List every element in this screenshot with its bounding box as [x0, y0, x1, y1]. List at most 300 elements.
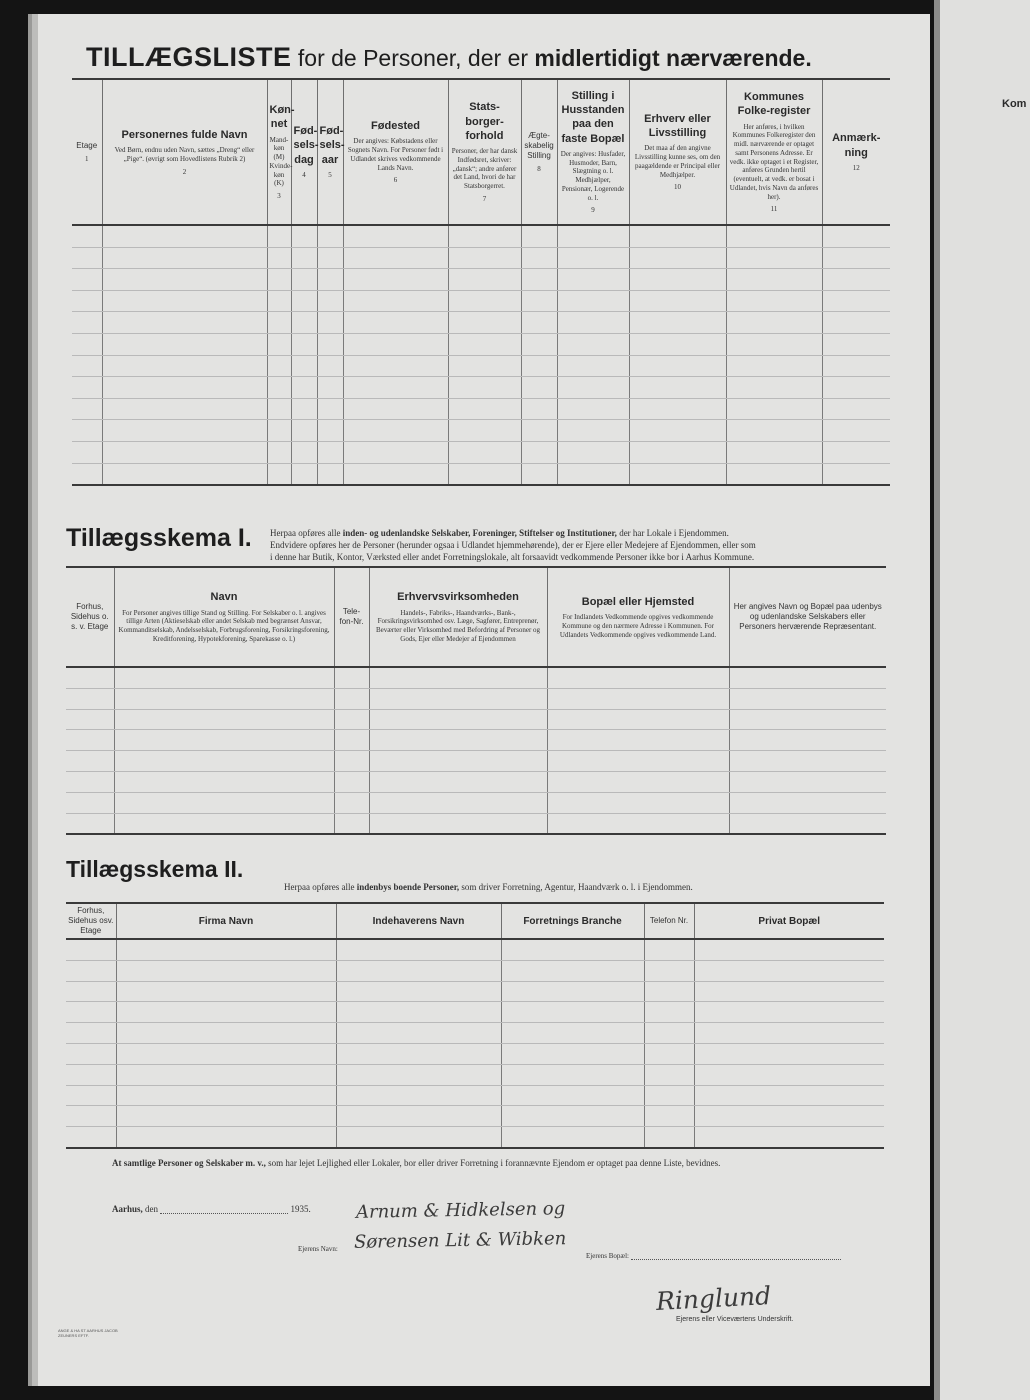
list-cell[interactable] — [629, 225, 726, 247]
skema1-cell[interactable] — [369, 751, 547, 772]
list-header-6 — [343, 79, 448, 225]
list-cell[interactable] — [343, 398, 448, 420]
list-row — [72, 463, 890, 485]
list-header-11 — [726, 79, 822, 225]
list-cell[interactable] — [822, 290, 890, 312]
list-cell[interactable] — [557, 398, 629, 420]
list-header-7 — [448, 79, 521, 225]
list-cell[interactable] — [726, 333, 822, 355]
list-cell[interactable] — [822, 377, 890, 399]
skema2-cell[interactable] — [644, 939, 694, 960]
list-cell[interactable] — [267, 225, 291, 247]
skema1-cell[interactable] — [369, 667, 547, 688]
list-cell[interactable] — [448, 441, 521, 463]
list-column-number: 2 — [182, 167, 187, 176]
list-cell[interactable] — [557, 463, 629, 485]
skema1-cell[interactable] — [729, 730, 886, 751]
skema2-cell[interactable] — [501, 939, 644, 960]
skema1-table — [66, 566, 886, 835]
skema1-cell[interactable] — [114, 792, 334, 813]
list-cell[interactable] — [822, 398, 890, 420]
list-column-number: 7 — [482, 194, 487, 203]
handwritten-owner-line2: Sørensen Lit & Wibken — [353, 1228, 567, 1253]
list-cell[interactable] — [557, 290, 629, 312]
list-cell[interactable] — [629, 463, 726, 485]
list-cell[interactable] — [726, 420, 822, 442]
list-cell[interactable] — [521, 441, 557, 463]
list-cell[interactable] — [317, 463, 343, 485]
list-cell[interactable] — [726, 355, 822, 377]
list-cell[interactable] — [267, 441, 291, 463]
skema2-cell[interactable] — [694, 1002, 884, 1023]
skema2-cell[interactable] — [694, 1064, 884, 1085]
list-cell[interactable] — [291, 225, 317, 247]
list-header-10 — [629, 79, 726, 225]
skema2-cell[interactable] — [66, 1106, 116, 1127]
list-cell[interactable] — [72, 269, 102, 291]
list-cell[interactable] — [102, 420, 267, 442]
list-cell[interactable] — [726, 398, 822, 420]
list-cell[interactable] — [822, 312, 890, 334]
date-field — [160, 1213, 288, 1214]
list-cell[interactable] — [726, 463, 822, 485]
skema1-title: Tillægsskema I. — [66, 524, 252, 552]
skema2-cell[interactable] — [116, 960, 336, 981]
list-cell[interactable] — [822, 333, 890, 355]
list-cell[interactable] — [629, 247, 726, 269]
skema2-cell[interactable] — [501, 1002, 644, 1023]
list-cell[interactable] — [72, 420, 102, 442]
list-cell[interactable] — [291, 355, 317, 377]
skema1-cell[interactable] — [729, 792, 886, 813]
skema2-cell[interactable] — [66, 1002, 116, 1023]
list-cell[interactable] — [72, 247, 102, 269]
list-cell[interactable] — [267, 247, 291, 269]
list-cell[interactable] — [521, 290, 557, 312]
skema2-cell[interactable] — [501, 1043, 644, 1064]
list-cell[interactable] — [448, 225, 521, 247]
skema1-cell[interactable] — [66, 688, 114, 709]
skema2-cell[interactable] — [116, 939, 336, 960]
list-cell[interactable] — [448, 377, 521, 399]
list-row — [72, 333, 890, 355]
skema1-header-note: For Personer angives tillige Stand og Stilling. For Selskaber o. l. angives tillige Arten (Aktieselskab eller andet Selskab med begrænset Ansvar, Kommanditselskab, Andelsselskab, Forbrugsforening, Forsikringsforening, Kreditforening, Hypotekforening, Sparekasse o. l.) — [118, 608, 330, 643]
skema1-cell[interactable] — [729, 667, 886, 688]
skema2-cell[interactable] — [66, 1127, 116, 1148]
skema2-cell[interactable] — [501, 1064, 644, 1085]
skema1-cell[interactable] — [369, 792, 547, 813]
skema1-row — [66, 667, 886, 688]
list-cell[interactable] — [72, 463, 102, 485]
list-cell[interactable] — [557, 312, 629, 334]
list-cell[interactable] — [822, 247, 890, 269]
skema1-cell[interactable] — [729, 751, 886, 772]
list-cell[interactable] — [291, 290, 317, 312]
skema1-cell[interactable] — [729, 771, 886, 792]
skema2-cell[interactable] — [66, 1085, 116, 1106]
list-cell[interactable] — [521, 355, 557, 377]
skema1-cell[interactable] — [729, 688, 886, 709]
list-cell[interactable] — [629, 290, 726, 312]
skema2-cell[interactable] — [644, 1106, 694, 1127]
list-cell[interactable] — [102, 269, 267, 291]
skema1-header-6 — [729, 567, 886, 667]
skema1-header-note: Tele-fon-Nr. — [339, 607, 364, 626]
skema1-cell[interactable] — [369, 771, 547, 792]
skema1-cell[interactable] — [114, 730, 334, 751]
list-cell[interactable] — [102, 247, 267, 269]
skema2-cell[interactable] — [644, 1002, 694, 1023]
list-column-number: 3 — [277, 192, 281, 201]
list-cell[interactable] — [521, 333, 557, 355]
list-cell[interactable] — [822, 463, 890, 485]
list-header-note: Etage — [76, 140, 98, 150]
skema1-row — [66, 709, 886, 730]
list-row — [72, 290, 890, 312]
list-cell[interactable] — [291, 441, 317, 463]
list-cell[interactable] — [72, 333, 102, 355]
skema2-cell[interactable] — [116, 1002, 336, 1023]
skema2-header-3 — [336, 903, 501, 939]
list-cell[interactable] — [557, 441, 629, 463]
list-cell[interactable] — [267, 377, 291, 399]
list-cell[interactable] — [343, 247, 448, 269]
skema2-cell[interactable] — [336, 939, 501, 960]
skema2-cell[interactable] — [116, 1064, 336, 1085]
skema1-cell[interactable] — [547, 709, 729, 730]
list-cell[interactable] — [343, 225, 448, 247]
list-cell[interactable] — [557, 420, 629, 442]
list-cell[interactable] — [629, 441, 726, 463]
list-cell[interactable] — [267, 312, 291, 334]
skema1-cell[interactable] — [114, 688, 334, 709]
list-cell[interactable] — [291, 269, 317, 291]
skema1-cell[interactable] — [547, 688, 729, 709]
list-cell[interactable] — [629, 355, 726, 377]
list-cell[interactable] — [343, 269, 448, 291]
list-cell[interactable] — [317, 312, 343, 334]
list-cell[interactable] — [343, 355, 448, 377]
list-cell[interactable] — [317, 225, 343, 247]
list-cell[interactable] — [267, 269, 291, 291]
list-cell[interactable] — [317, 333, 343, 355]
skema1-cell[interactable] — [114, 667, 334, 688]
skema2-cell[interactable] — [501, 960, 644, 981]
list-header-note: Ved Børn, endnu uden Navn, sættes „Dreng“ eller „Pige“. (øvrigt som Hovedlistens Rubrik 2) — [114, 146, 255, 163]
skema2-row — [66, 960, 884, 981]
skema2-cell[interactable] — [644, 1064, 694, 1085]
skema1-cell[interactable] — [66, 771, 114, 792]
list-cell[interactable] — [726, 269, 822, 291]
owner-address-field — [631, 1259, 841, 1260]
skema1-cell[interactable] — [334, 709, 369, 730]
list-cell[interactable] — [448, 290, 521, 312]
list-cell[interactable] — [72, 312, 102, 334]
list-cell[interactable] — [267, 355, 291, 377]
list-cell[interactable] — [267, 290, 291, 312]
list-cell[interactable] — [317, 355, 343, 377]
skema1-cell[interactable] — [334, 771, 369, 792]
skema2-cell[interactable] — [66, 1023, 116, 1044]
list-cell[interactable] — [317, 377, 343, 399]
list-header-title: Fød-sels-dag — [293, 125, 319, 166]
list-cell[interactable] — [72, 225, 102, 247]
skema1-cell[interactable] — [334, 730, 369, 751]
list-cell[interactable] — [448, 463, 521, 485]
skema1-cell[interactable] — [547, 667, 729, 688]
skema2-cell[interactable] — [66, 1043, 116, 1064]
skema1-cell[interactable] — [334, 688, 369, 709]
skema2-cell[interactable] — [116, 1085, 336, 1106]
skema2-cell[interactable] — [694, 1127, 884, 1148]
skema2-description: Herpaa opføres alle indenbys boende Personer, som driver Forretning, Agentur, Haandværk o. l. i Ejendommen. — [284, 882, 693, 892]
list-cell[interactable] — [102, 290, 267, 312]
skema2-cell[interactable] — [694, 1043, 884, 1064]
list-cell[interactable] — [448, 247, 521, 269]
list-cell[interactable] — [102, 398, 267, 420]
skema2-cell[interactable] — [116, 1023, 336, 1044]
skema1-cell[interactable] — [334, 792, 369, 813]
skema2-cell[interactable] — [501, 1023, 644, 1044]
list-cell[interactable] — [822, 269, 890, 291]
skema1-cell[interactable] — [66, 730, 114, 751]
skema2-cell[interactable] — [116, 981, 336, 1002]
skema1-cell[interactable] — [369, 688, 547, 709]
skema1-cell[interactable] — [547, 771, 729, 792]
skema1-cell[interactable] — [334, 667, 369, 688]
skema1-header-title: Erhvervsvirksomheden — [397, 591, 519, 604]
list-cell[interactable] — [267, 333, 291, 355]
list-cell[interactable] — [726, 225, 822, 247]
list-cell[interactable] — [726, 441, 822, 463]
skema2-cell[interactable] — [694, 981, 884, 1002]
skema2-cell[interactable] — [66, 939, 116, 960]
signature: Ringlund — [655, 1281, 772, 1316]
list-cell[interactable] — [291, 463, 317, 485]
list-cell[interactable] — [343, 463, 448, 485]
list-cell[interactable] — [822, 355, 890, 377]
skema2-header-title: Forretnings Branche — [523, 915, 622, 927]
date-line: Aarhus, den 1935. — [112, 1204, 311, 1214]
list-cell[interactable] — [343, 290, 448, 312]
skema2-cell[interactable] — [116, 1106, 336, 1127]
list-cell[interactable] — [267, 463, 291, 485]
skema2-cell[interactable] — [694, 1106, 884, 1127]
list-column-number: 9 — [591, 206, 595, 215]
list-cell[interactable] — [629, 333, 726, 355]
skema1-cell[interactable] — [114, 813, 334, 834]
list-cell[interactable] — [291, 247, 317, 269]
list-cell[interactable] — [448, 312, 521, 334]
adjacent-page — [934, 0, 1030, 1400]
skema1-header-note: Her angives Navn og Bopæl paa udenbys og udenlandske Selskabers eller Personers herværende Repræsentant. — [733, 602, 882, 631]
skema2-cell[interactable] — [116, 1127, 336, 1148]
list-cell[interactable] — [557, 225, 629, 247]
skema1-header-note: Handels-, Fabriks-, Haandværks-, Bank-, Forsikringsvirksomhed osv. Læge, Sagfører, Entreprenør, Beværter eller Virksomhed med Befordring af Personer og Gods, Ejer eller Medejer af Ejendommen — [375, 608, 541, 643]
skema2-cell[interactable] — [501, 1127, 644, 1148]
skema2-cell[interactable] — [66, 960, 116, 981]
skema2-cell[interactable] — [336, 1023, 501, 1044]
skema2-cell[interactable] — [336, 1127, 501, 1148]
list-cell[interactable] — [317, 269, 343, 291]
list-cell[interactable] — [822, 225, 890, 247]
list-cell[interactable] — [726, 312, 822, 334]
list-row — [72, 377, 890, 399]
list-cell[interactable] — [448, 420, 521, 442]
list-cell[interactable] — [521, 269, 557, 291]
list-cell[interactable] — [557, 377, 629, 399]
skema2-cell[interactable] — [116, 1043, 336, 1064]
skema1-cell[interactable] — [334, 813, 369, 834]
skema2-cell[interactable] — [336, 981, 501, 1002]
skema2-cell[interactable] — [336, 1085, 501, 1106]
list-cell[interactable] — [72, 398, 102, 420]
list-cell[interactable] — [343, 377, 448, 399]
list-cell[interactable] — [102, 355, 267, 377]
list-cell[interactable] — [557, 269, 629, 291]
list-row — [72, 225, 890, 247]
skema1-cell[interactable] — [547, 751, 729, 772]
skema2-cell[interactable] — [501, 1085, 644, 1106]
skema1-header-title: Bopæl eller Hjemsted — [581, 595, 695, 608]
list-cell[interactable] — [317, 290, 343, 312]
skema1-cell[interactable] — [66, 709, 114, 730]
list-cell[interactable] — [317, 420, 343, 442]
list-cell[interactable] — [291, 377, 317, 399]
skema2-row — [66, 1023, 884, 1044]
skema2-row — [66, 1085, 884, 1106]
list-cell[interactable] — [629, 420, 726, 442]
list-cell[interactable] — [317, 441, 343, 463]
list-cell[interactable] — [102, 333, 267, 355]
list-header-1 — [72, 79, 102, 225]
list-cell[interactable] — [72, 377, 102, 399]
list-cell[interactable] — [521, 225, 557, 247]
list-cell[interactable] — [102, 377, 267, 399]
skema1-cell[interactable] — [369, 813, 547, 834]
skema2-cell[interactable] — [336, 1064, 501, 1085]
list-cell[interactable] — [726, 377, 822, 399]
skema2-cell[interactable] — [336, 1043, 501, 1064]
list-cell[interactable] — [291, 312, 317, 334]
skema2-row — [66, 1127, 884, 1148]
skema1-cell[interactable] — [729, 709, 886, 730]
skema2-cell[interactable] — [644, 960, 694, 981]
skema2-cell[interactable] — [501, 1106, 644, 1127]
list-cell[interactable] — [72, 290, 102, 312]
list-cell[interactable] — [521, 398, 557, 420]
list-cell[interactable] — [557, 355, 629, 377]
skema2-table — [66, 902, 884, 1149]
list-cell[interactable] — [629, 269, 726, 291]
list-cell[interactable] — [343, 312, 448, 334]
tillaegsliste-table — [72, 78, 890, 486]
list-cell[interactable] — [448, 398, 521, 420]
skema2-header-note: Telefon Nr. — [649, 916, 689, 925]
list-cell[interactable] — [521, 312, 557, 334]
list-cell[interactable] — [291, 333, 317, 355]
list-cell[interactable] — [291, 398, 317, 420]
list-cell[interactable] — [448, 269, 521, 291]
skema2-cell[interactable] — [336, 1106, 501, 1127]
skema1-cell[interactable] — [114, 709, 334, 730]
skema1-cell[interactable] — [547, 730, 729, 751]
list-cell[interactable] — [102, 463, 267, 485]
list-cell[interactable] — [521, 463, 557, 485]
skema1-cell[interactable] — [369, 730, 547, 751]
skema1-cell[interactable] — [547, 792, 729, 813]
list-cell[interactable] — [629, 312, 726, 334]
list-cell[interactable] — [557, 333, 629, 355]
list-cell[interactable] — [317, 398, 343, 420]
list-cell[interactable] — [343, 420, 448, 442]
list-cell[interactable] — [521, 377, 557, 399]
skema2-cell[interactable] — [644, 1043, 694, 1064]
skema1-cell[interactable] — [66, 813, 114, 834]
list-cell[interactable] — [629, 398, 726, 420]
list-header-2 — [102, 79, 267, 225]
list-cell[interactable] — [521, 247, 557, 269]
skema1-cell[interactable] — [729, 813, 886, 834]
list-cell[interactable] — [72, 355, 102, 377]
list-header-12 — [822, 79, 890, 225]
list-cell[interactable] — [102, 441, 267, 463]
list-cell[interactable] — [343, 333, 448, 355]
list-cell[interactable] — [72, 441, 102, 463]
list-cell[interactable] — [102, 225, 267, 247]
skema1-cell[interactable] — [334, 751, 369, 772]
skema2-cell[interactable] — [694, 939, 884, 960]
skema2-cell[interactable] — [644, 1127, 694, 1148]
list-cell[interactable] — [629, 377, 726, 399]
skema2-cell[interactable] — [336, 1002, 501, 1023]
skema2-cell[interactable] — [694, 1023, 884, 1044]
list-cell[interactable] — [448, 333, 521, 355]
skema1-cell[interactable] — [114, 751, 334, 772]
skema1-cell[interactable] — [547, 813, 729, 834]
skema2-cell[interactable] — [644, 1023, 694, 1044]
list-cell[interactable] — [267, 398, 291, 420]
list-cell[interactable] — [521, 420, 557, 442]
skema1-cell[interactable] — [66, 792, 114, 813]
skema1-cell[interactable] — [114, 771, 334, 792]
list-cell[interactable] — [726, 247, 822, 269]
list-cell[interactable] — [267, 420, 291, 442]
skema2-cell[interactable] — [644, 1085, 694, 1106]
list-cell[interactable] — [291, 420, 317, 442]
skema2-cell[interactable] — [644, 981, 694, 1002]
skema1-cell[interactable] — [66, 667, 114, 688]
list-cell[interactable] — [726, 290, 822, 312]
skema2-cell[interactable] — [66, 981, 116, 1002]
list-cell[interactable] — [822, 441, 890, 463]
skema2-cell[interactable] — [501, 981, 644, 1002]
list-cell[interactable] — [822, 420, 890, 442]
list-cell[interactable] — [557, 247, 629, 269]
skema1-header-4 — [369, 567, 547, 667]
list-cell[interactable] — [448, 355, 521, 377]
skema2-cell[interactable] — [66, 1064, 116, 1085]
list-cell[interactable] — [343, 441, 448, 463]
list-cell[interactable] — [102, 312, 267, 334]
skema2-cell[interactable] — [336, 960, 501, 981]
skema2-cell[interactable] — [694, 1085, 884, 1106]
list-cell[interactable] — [317, 247, 343, 269]
skema2-header-4 — [501, 903, 644, 939]
skema1-cell[interactable] — [369, 709, 547, 730]
skema1-cell[interactable] — [66, 751, 114, 772]
skema2-cell[interactable] — [694, 960, 884, 981]
